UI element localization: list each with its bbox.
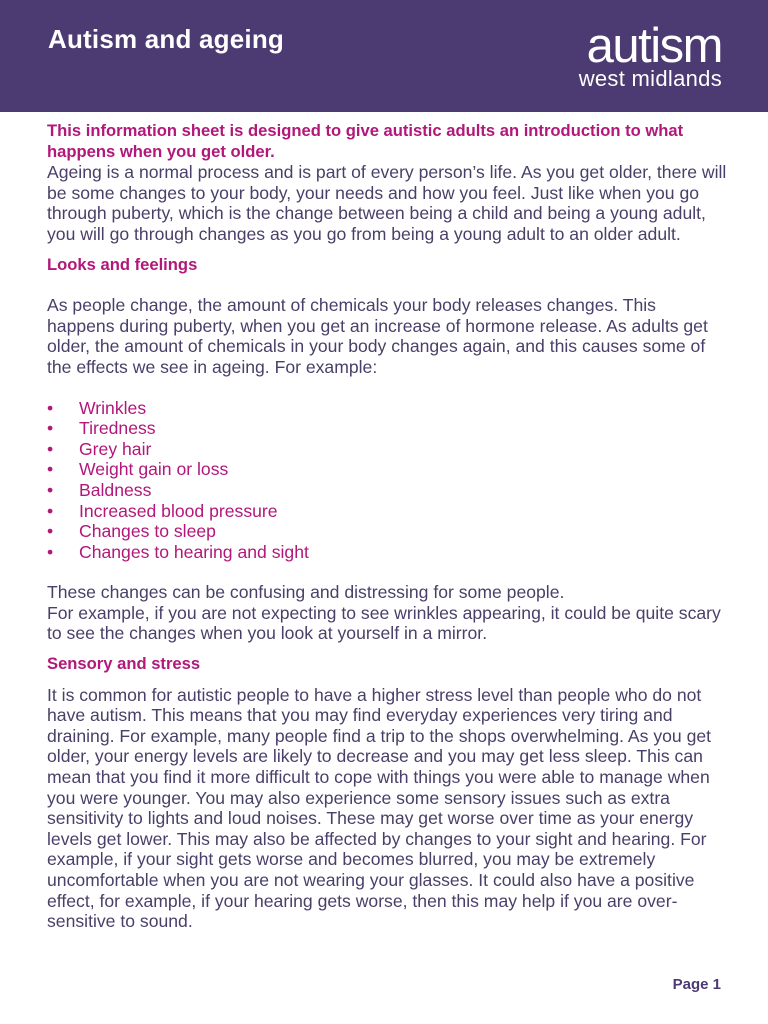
list-item: • Changes to hearing and sight	[47, 542, 727, 563]
logo-wordmark: autism	[586, 19, 722, 73]
list-item: • Wrinkles	[47, 398, 727, 419]
document-body	[47, 121, 727, 932]
paragraph-wrinkles-example: For example, if you are not expecting to see wrinkles appearing, it could be quite scary to see the changes when you look at yourself in a mirror.	[47, 602, 721, 644]
intro-statement: This information sheet is designed to give autistic adults an introduction to what happens when you get older.	[47, 121, 684, 161]
heading-sensory-and-stress: Sensory and stress	[47, 654, 201, 674]
list-item: • Changes to sleep	[47, 521, 727, 542]
list-item: • Grey hair	[47, 439, 727, 460]
logo-subtitle: west midlands	[578, 66, 722, 91]
heading-looks-and-feelings: Looks and feelings	[47, 254, 198, 274]
list-item: • Weight gain or loss	[47, 459, 727, 480]
paragraph-chemicals: As people change, the amount of chemicals your body releases changes. This happens during puberty, when you get an increase of hormone release. As adults get older, the amount of chemicals in your body changes again, and this causes some of the effects we see in ageing. For example:	[47, 295, 708, 377]
page-number: Page 1	[672, 976, 721, 993]
autism-west-midlands-logo	[578, 19, 722, 91]
header-banner	[0, 0, 768, 112]
list-item: • Increased blood pressure	[47, 501, 727, 522]
list-item: • Baldness	[47, 480, 727, 501]
ageing-effects-list	[47, 398, 727, 563]
list-item: • Tiredness	[47, 418, 727, 439]
paragraph-stress: It is common for autistic people to have a higher stress level than people who do not have autism. This means that you may find everyday experiences very tiring and draining. For example, many people find a trip to the shops overwhelming. As you get older, your energy levels are likely to decrease and you may get less sleep. This can mean that you find it more difficult to cope with things you were able to manage when you were younger. You may also experience some sensory issues such as extra sensitivity to lights and loud noises. These may get worse over time as your energy levels get lower. This may also be affected by changes to your sight and hearing. For example, if your sight gets worse and becomes blurred, you may be extremely uncomfortable when you are not wearing your glasses. It could also have a positive effect, for example, if your hearing gets worse, then this may help if you are over-sensitive to sound.	[47, 684, 712, 932]
paragraph-ageing: Ageing is a normal process and is part of every person’s life. As you get older, there will be some changes to your body, your needs and how you feel. Just like when you go through puberty, which is the change between being a child and being a young adult, you will go through changes as you go from being a young adult to an older adult.	[47, 162, 727, 244]
page-title: Autism and ageing	[48, 24, 284, 54]
paragraph-confusing-changes: These changes can be confusing and distressing for some people.	[47, 582, 565, 603]
